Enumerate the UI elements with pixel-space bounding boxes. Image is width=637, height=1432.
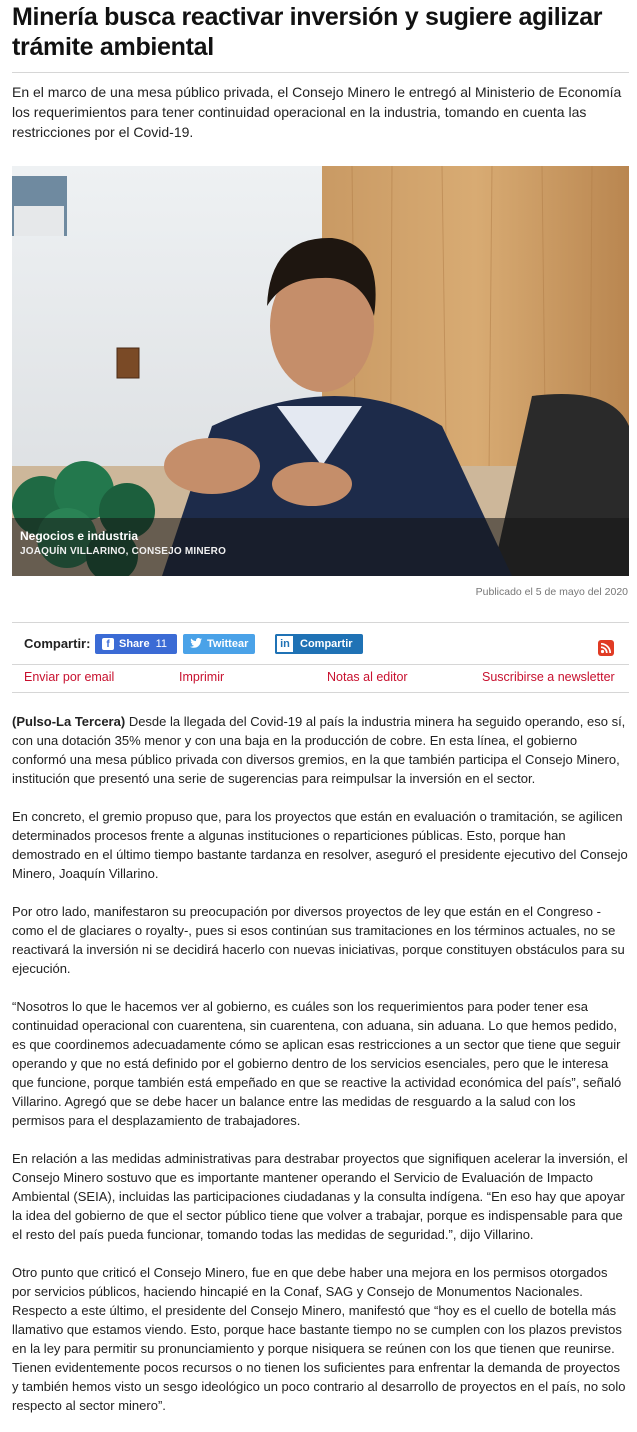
facebook-share-count: 11 — [155, 638, 167, 650]
article-actions — [12, 668, 629, 692]
divider — [12, 622, 629, 623]
rss-icon[interactable] — [598, 640, 614, 656]
editor-notes-link[interactable]: Notas al editor — [327, 670, 408, 684]
article-paragraph: En relación a las medidas administrativas para destrabar proyectos que signifiquen acelerar la inversión, el Consejo Minero sostuvo que es importante mantener operando el Servicio de Evaluación de Impacto Ambiental (SEIA), incluidas las participaciones ciudadanas y la consulta indígena. “En eso hay que apoyar la idea del gobierno de que el sector público tiene que volver a trabajar, porque es indispensable para que el resto del país pueda funcionar, tomando todas las medidas de seguridad.”, dijo Villarino. — [12, 1151, 628, 1242]
article-lead: En el marco de una mesa público privada, el Consejo Minero le entregó al Ministerio de Economía los requerimientos para tener continuidad operacional en la industria, tomando en cuenta las restricciones por el Covid-19. — [12, 84, 622, 140]
article-photo — [12, 166, 629, 576]
linkedin-share-button[interactable] — [275, 634, 363, 654]
article-paragraph — [12, 712, 629, 788]
divider — [12, 72, 629, 73]
twitter-icon — [190, 638, 202, 651]
linkedin-icon: in — [275, 634, 295, 654]
photo-section-label[interactable]: Negocios e industria — [20, 529, 139, 543]
divider — [12, 664, 629, 665]
twitter-share-button[interactable] — [183, 634, 255, 654]
photo-credit: JOAQUÍN VILLARINO, CONSEJO MINERO — [20, 546, 227, 557]
facebook-share-button[interactable] — [95, 634, 177, 654]
facebook-share-label: Share — [119, 638, 150, 650]
photo-illustration — [12, 166, 629, 576]
print-link[interactable]: Imprimir — [179, 670, 225, 684]
facebook-icon: f — [102, 638, 114, 650]
newsletter-link[interactable]: Suscribirse a newsletter — [482, 670, 615, 684]
share-label: Compartir: — [24, 636, 91, 651]
article-paragraph: En concreto, el gremio propuso que, para los proyectos que están en evaluación o tramitación, se agilicen determinados procesos frente a algunas instituciones o reparticiones públicas. Esto, porque han demostrado en el último tiempo bastante tardanza en resolver, aseguró el presidente ejecutivo del Consejo Minero, Joaquín Villarino. — [12, 809, 628, 881]
article-paragraph: Otro punto que criticó el Consejo Minero, fue en que debe haber una mejora en los permisos otorgados por servicios públicos, haciendo hincapié en la Conaf, SAG y Consejo de Monumentos Nacionales. Respecto a este último, el presidente del Consejo Minero, manifestó que “hoy es el cuello de botella más llamativo que estamos viendo. Esto, porque hace bastante tiempo no se cumplen con los plazos previstos en la ley para permitir su pronunciamiento y porque nisiquera se reúnen con los que tienen que reunirse. Tienen evidentemente pocos recursos o no tienen los suficientes para enfrentar la demanda de proyectos y también hemos visto un sesgo ideológico un poco contrario al desarrollo de proyectos en el país, no solo respecto al sector minero”. — [12, 1265, 626, 1413]
article-title: Minería busca reactivar inversión y sugiere agilizar trámite ambiental — [12, 3, 603, 61]
article-body — [12, 712, 629, 1432]
article-source: (Pulso-La Tercera) — [12, 714, 126, 729]
linkedin-share-label: Compartir — [300, 638, 353, 650]
article-paragraph: “Nosotros lo que le hacemos ver al gobierno, es cuáles son los requerimientos para poder tener esa continuidad operacional con cuarentena, sin cuarentena, con aduana, sin aduana. Lo que hemos pedido, es que coordinemos adecuadamente cómo se aplican esas restricciones a un sector que tiene que seguir operando y que no está definido por el gobierno dentro de los servicios esenciales, pero que le interesa que funcione, porque también está empeñado en que se reactive la actividad económica del país”, señaló Villarino. Agregó que se debe hacer un balance entre las medidas de resguardo a la salud con los permisos para el desplazamiento de trabajadores. — [12, 999, 622, 1128]
send-email-link[interactable]: Enviar por email — [24, 670, 115, 684]
publish-date: Publicado el 5 de mayo del 2020 — [475, 586, 628, 598]
divider — [12, 692, 629, 693]
photo-caption — [12, 518, 629, 576]
article-paragraph: Por otro lado, manifestaron su preocupación por diversos proyectos de ley que están en el Congreso -como el de glaciares o royalty-, pues si esos continúan sus tramitaciones en los términos actuales, no se reactivará la inversión ni se decidirá hacerlo con nuevas iniciativas, porque constituyen obstáculos para su ejecución. — [12, 904, 625, 976]
share-bar — [12, 630, 629, 662]
twitter-share-label: Twittear — [207, 638, 249, 650]
paragraph-text: Desde la llegada del Covid-19 al país la industria minera ha seguido operando, eso sí, con una dotación 35% menor y con una baja en la producción de cobre. En esta línea, el gobierno conformó una mesa público privada con diversos gremios, en la que también participa el Consejo Minero, institución que presentó una serie de sugerencias para reimpulsar la inversión en el sector. — [12, 714, 626, 786]
